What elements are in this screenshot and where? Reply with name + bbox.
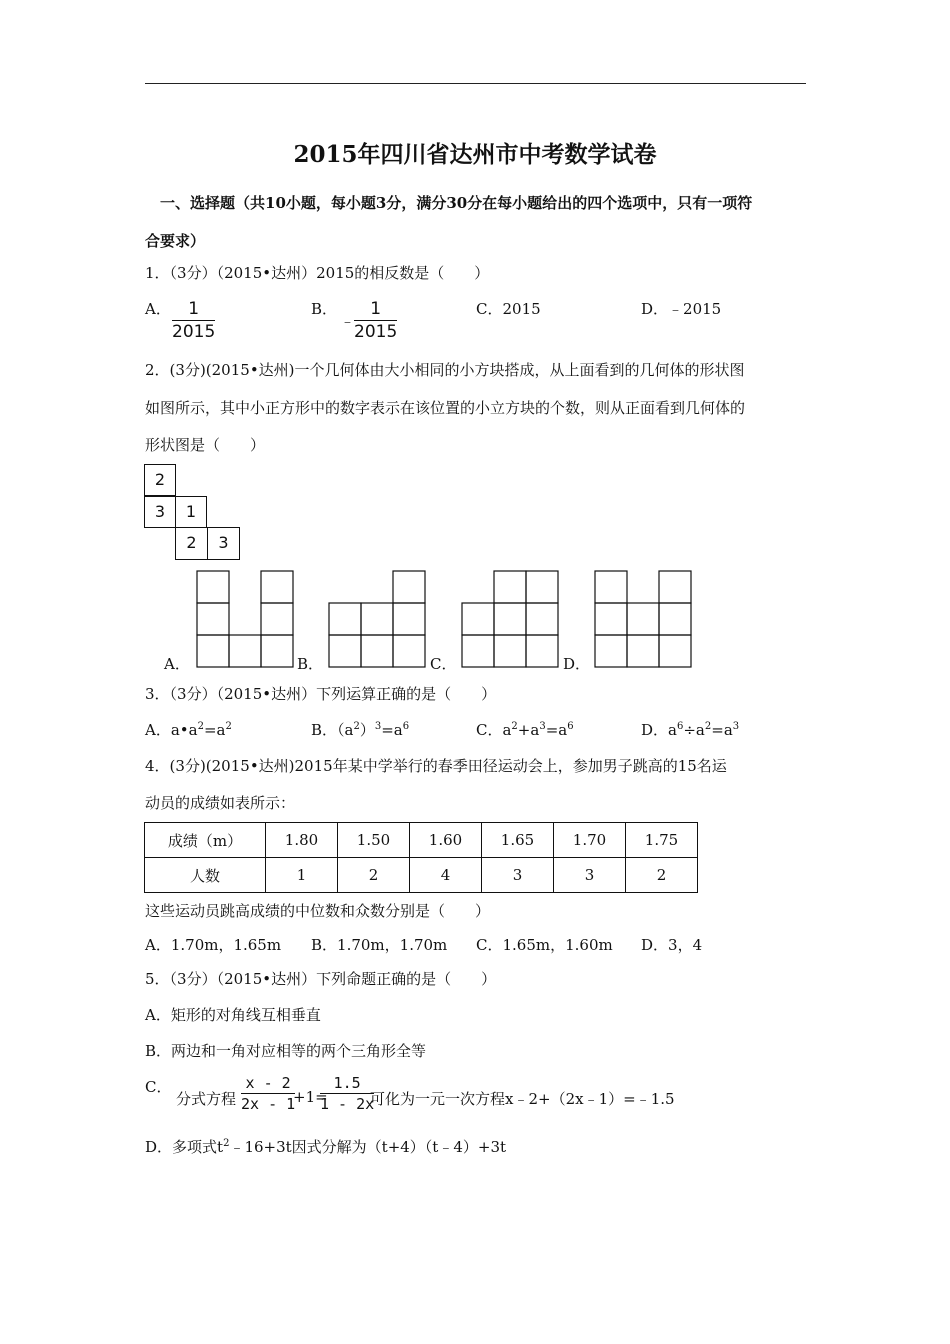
q2-stem-line2: 如图所示，其中小正方形中的数字表示在该位置的小立方块的个数，则从正面看到几何体的	[145, 399, 746, 417]
table-cell: 1.75	[626, 823, 698, 858]
q4-option-c: C．1.65m，1.60m	[476, 936, 613, 954]
q1-stem: 1．（3分）（2015•达州）2015的相反数是（ ）	[145, 264, 490, 282]
table-row	[145, 858, 698, 893]
q1-option-c: C．2015	[476, 300, 541, 318]
q2-stem-line3: 形状图是（ ）	[145, 436, 266, 454]
q3-option-c: C．$a^2+a^3=a^6$	[476, 721, 574, 739]
q4-question: 这些运动员跳高成绩的中位数和众数分别是（ ）	[145, 902, 491, 920]
top-view-cell: 2	[175, 527, 208, 560]
table-cell: 1	[266, 858, 338, 893]
table-cell: 1.80	[266, 823, 338, 858]
q3-stem: 3．（3分）（2015•达州）下列运算正确的是（ ）	[145, 685, 497, 703]
q2-top-view-figure	[144, 464, 240, 560]
q3-option-b: B．$(a^2)^3=a^6$	[311, 721, 410, 739]
q5-option-a: A．矩形的对角线互相垂直	[145, 1006, 321, 1024]
q2-option-d-figure	[594, 570, 694, 668]
q5-fraction-2-numerator: 1.5	[320, 1074, 374, 1094]
q2-option-a-figure	[196, 570, 296, 668]
q5-option-b: B．两边和一角对应相等的两个三角形全等	[145, 1042, 427, 1060]
q1-option-d: D．﹣2015	[641, 300, 722, 318]
q1-b-denominator: 2015	[354, 322, 398, 342]
q4-score-table	[144, 822, 698, 893]
top-view-cell: 2	[144, 464, 176, 496]
q2-option-b-figure	[328, 570, 428, 668]
q5-option-c-prefix: 分式方程	[176, 1090, 237, 1108]
q2-option-c-label: C．	[430, 655, 457, 673]
table-cell: 1.50	[338, 823, 410, 858]
q5-option-c-suffix: 可化为一元一次方程x﹣2+（2x﹣1）=﹣1.5	[370, 1090, 675, 1108]
q2-option-d-label: D．	[563, 655, 591, 673]
q1-option-b-fraction	[354, 299, 397, 342]
header-rule	[145, 83, 806, 84]
table-cell: 2	[626, 858, 698, 893]
q1-option-b-label: B．	[311, 300, 338, 318]
q5-fraction-1	[241, 1074, 295, 1113]
q2-option-a-label: A．	[164, 655, 190, 673]
q1-b-numerator: 1	[354, 299, 397, 321]
q5-fraction-2	[320, 1074, 374, 1113]
q5-option-d: D．多项式$t^2﹣16+3t$因式分解为（t+4）（t﹣4）+3t	[145, 1138, 507, 1156]
table-cell: 4	[410, 858, 482, 893]
q5-fraction-1-denominator: 2x - 1	[241, 1095, 296, 1113]
table-cell: 3	[482, 858, 554, 893]
table-cell: 2	[338, 858, 410, 893]
table-cell: 3	[554, 858, 626, 893]
q1-option-b-sign: ﹣	[340, 312, 356, 330]
q3-option-d: D．$a^6\div a^2=a^3$	[641, 721, 740, 739]
q4-option-b: B．1.70m，1.70m	[311, 936, 448, 954]
table-cell: 1.65	[482, 823, 554, 858]
table-header-cell: 成绩（m）	[145, 823, 266, 858]
q4-stem-line2: 动员的成绩如表所示：	[145, 794, 296, 812]
q1-a-denominator: 2015	[172, 322, 216, 342]
page-title: 2015年四川省达州市中考数学试卷	[293, 141, 657, 168]
table-cell: 1.70	[554, 823, 626, 858]
top-view-cell: 1	[175, 496, 207, 528]
q3-option-a: A．$a•a^2=a^2$	[145, 721, 232, 739]
section-heading-line1: 一、选择题（共10小题，每小题3分，满分30分在每小题给出的四个选项中，只有一项符	[160, 194, 753, 212]
q2-option-c-figure	[461, 570, 561, 668]
q2-option-b-label: B．	[297, 655, 324, 673]
section-heading-line2: 合要求）	[145, 232, 206, 250]
q5-option-c-label: C．	[145, 1078, 172, 1096]
q5-fraction-2-denominator: 1 - 2x	[320, 1095, 375, 1113]
q4-option-d: D．3，4	[641, 936, 703, 954]
top-view-cell: 3	[207, 527, 240, 560]
q1-a-numerator: 1	[172, 299, 215, 321]
q4-stem-line1: 4．(3分)(2015•达州)2015年某中学举行的春季田径运动会上，参加男子跳高的15名运	[145, 757, 727, 775]
q1-option-a-label: A．	[145, 300, 171, 318]
q4-option-a: A．1.70m，1.65m	[145, 936, 282, 954]
table-header-cell: 人数	[145, 858, 266, 893]
q5-fraction-1-numerator: x - 2	[241, 1074, 295, 1094]
q2-stem-line1: 2．(3分)(2015•达州)一个几何体由大小相同的小方块搭成，从上面看到的几何体的形状图	[145, 361, 745, 379]
q5-stem: 5．（3分）（2015•达州）下列命题正确的是（ ）	[145, 970, 497, 988]
top-view-cell: 3	[144, 496, 176, 528]
table-row	[145, 823, 698, 858]
q5-option-c-operator: +1=	[293, 1088, 328, 1106]
table-cell: 1.60	[410, 823, 482, 858]
q1-option-a-fraction	[172, 299, 215, 342]
